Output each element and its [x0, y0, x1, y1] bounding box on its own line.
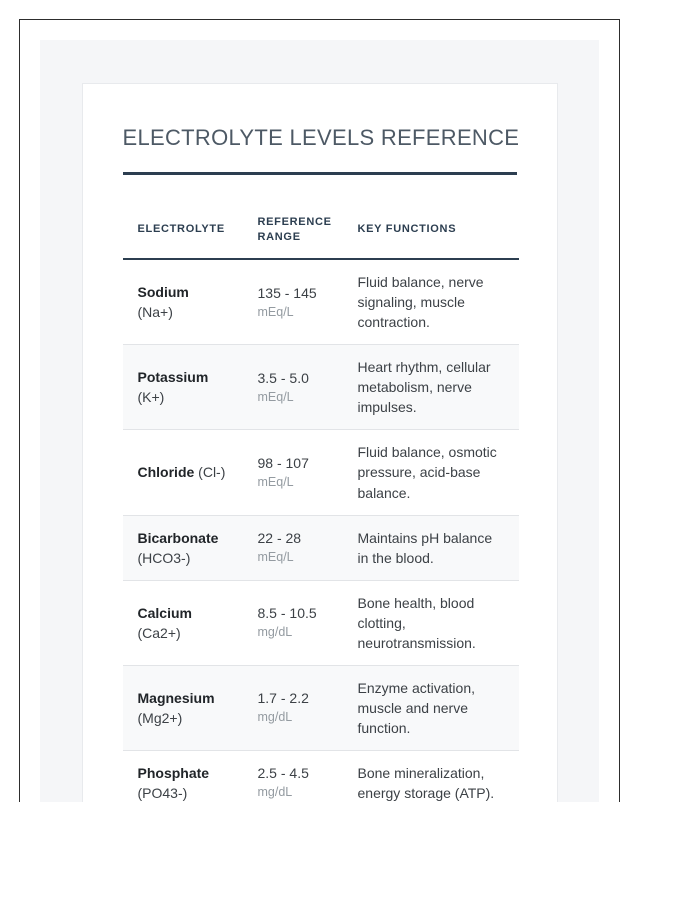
- range-value: 2.5 - 4.5: [257, 764, 309, 781]
- electrolyte-cell: [123, 259, 243, 345]
- range-unit: mEq/L: [257, 304, 294, 319]
- reference-range-cell: [243, 345, 343, 430]
- range-unit: mg/dL: [257, 784, 293, 799]
- electrolyte-cell: [123, 515, 243, 580]
- table-row: [123, 430, 519, 515]
- table-row: [123, 750, 519, 802]
- range-value: 98 - 107: [257, 454, 309, 471]
- electrolyte-name: Chloride: [137, 464, 195, 481]
- electrolyte-table: [123, 203, 519, 803]
- range-unit: mEq/L: [257, 389, 294, 404]
- key-functions-cell: Bone mineralization, energy storage (ATP).: [343, 750, 519, 802]
- range-unit: mg/dL: [257, 624, 293, 639]
- table-row: [123, 580, 519, 665]
- reference-range-cell: [243, 580, 343, 665]
- column-header-reference-range: REFERENCE RANGE: [243, 203, 343, 260]
- table-row: [123, 665, 519, 750]
- reference-range-cell: [243, 515, 343, 580]
- reference-range-cell: [243, 665, 343, 750]
- electrolyte-name: Potassium: [137, 369, 209, 386]
- range-unit: mg/dL: [257, 709, 293, 724]
- table-row: [123, 345, 519, 430]
- background-panel: [40, 40, 599, 802]
- reference-range-cell: [243, 259, 343, 345]
- electrolyte-cell: [123, 345, 243, 430]
- electrolyte-cell: [123, 580, 243, 665]
- key-functions-cell: Enzyme activation, muscle and nerve function.: [343, 665, 519, 750]
- electrolyte-symbol: (Ca2+): [137, 624, 181, 641]
- electrolyte-cell: [123, 750, 243, 802]
- electrolyte-name: Magnesium: [137, 689, 215, 706]
- range-value: 3.5 - 5.0: [257, 369, 309, 386]
- electrolyte-cell: [123, 665, 243, 750]
- electrolyte-name: Calcium: [137, 604, 192, 621]
- range-value: 22 - 28: [257, 529, 302, 546]
- electrolyte-name: Sodium: [137, 284, 189, 301]
- electrolyte-symbol: (Cl-): [198, 464, 226, 481]
- key-functions-cell: Bone health, blood clotting, neurotransmission.: [343, 580, 519, 665]
- page-title: ELECTROLYTE LEVELS REFERENCE: [123, 124, 517, 175]
- electrolyte-name: Bicarbonate: [137, 529, 219, 546]
- column-header-key-functions: KEY FUNCTIONS: [343, 203, 519, 260]
- electrolyte-symbol: (Na+): [137, 304, 173, 321]
- range-value: 8.5 - 10.5: [257, 604, 317, 621]
- key-functions-cell: Heart rhythm, cellular metabolism, nerve impulses.: [343, 345, 519, 430]
- electrolyte-symbol: (K+): [137, 389, 165, 406]
- table-row: [123, 259, 519, 345]
- reference-card: [82, 83, 558, 802]
- electrolyte-cell: [123, 430, 243, 515]
- electrolyte-symbol: (PO43-): [137, 784, 188, 801]
- column-header-electrolyte: ELECTROLYTE: [123, 203, 243, 260]
- key-functions-cell: Fluid balance, nerve signaling, muscle contraction.: [343, 259, 519, 345]
- table-row: [123, 515, 519, 580]
- electrolyte-symbol: (HCO3-): [137, 549, 191, 566]
- electrolyte-name: Phosphate: [137, 764, 210, 781]
- range-value: 135 - 145: [257, 284, 317, 301]
- electrolyte-symbol: (Mg2+): [137, 709, 183, 726]
- key-functions-cell: Fluid balance, osmotic pressure, acid-base balance.: [343, 430, 519, 515]
- range-unit: mEq/L: [257, 474, 294, 489]
- document-frame: [19, 19, 620, 802]
- table-header-row: [123, 203, 519, 260]
- reference-range-cell: [243, 430, 343, 515]
- table-body: [123, 259, 519, 802]
- table-header: [123, 203, 519, 260]
- reference-range-cell: [243, 750, 343, 802]
- key-functions-cell: Maintains pH balance in the blood.: [343, 515, 519, 580]
- range-unit: mEq/L: [257, 549, 294, 564]
- range-value: 1.7 - 2.2: [257, 689, 309, 706]
